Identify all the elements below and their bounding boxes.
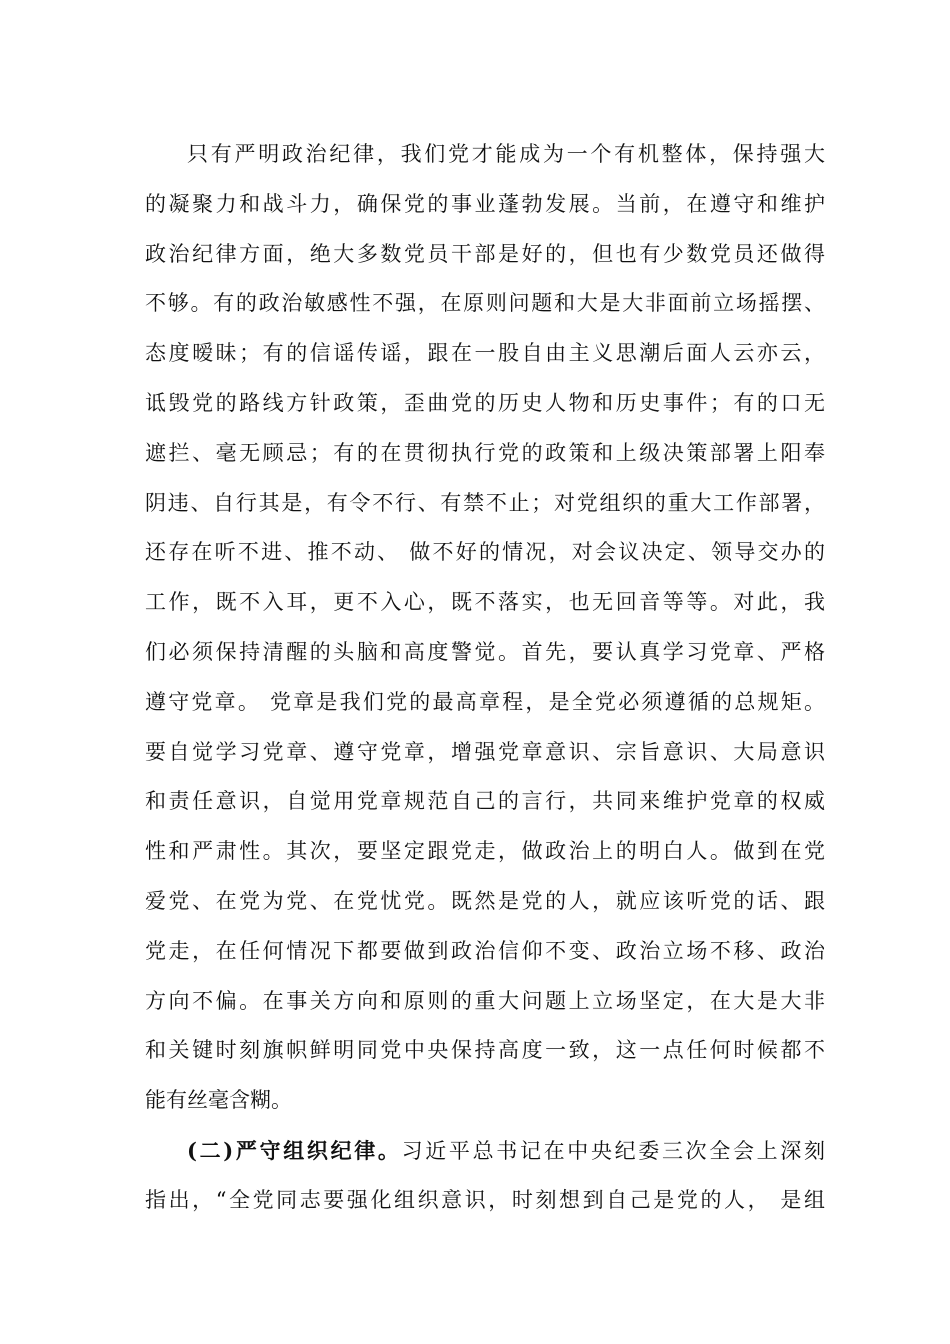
section-heading: (二)严守组织纪律。 [187,1137,402,1163]
paragraph-line: 指出，“全党同志要强化组织意识，时刻想到自己是党的人， 是组 [145,1187,825,1212]
paragraph-line [145,1126,825,1176]
paragraph-organizational-discipline [145,1126,825,1226]
paragraph-line: 爱党、在党为党、在党忧党。既然是党的人，就应该听党的话、跟 [145,888,825,913]
paragraph-line: 要自觉学习党章、遵守党章，增强党章意识、宗旨意识、大局意识 [145,739,825,764]
paragraph-line: 党走，在任何情况下都要做到政治信仰不变、政治立场不移、政治 [145,938,825,963]
paragraph-line: 的凝聚力和战斗力，确保党的事业蓬勃发展。当前，在遵守和维护 [145,191,825,216]
paragraph-line: 诋毁党的路线方针政策，歪曲党的历史人物和历史事件；有的口无 [145,390,825,415]
paragraph-political-discipline [145,130,825,1126]
paragraph-line-text: 习近平总书记在中央纪委三次全会上深刻 [401,1138,826,1163]
paragraph-line: 遵守党章。 党章是我们党的最高章程，是全党必须遵循的总规矩。 [145,689,825,714]
paragraph-line: 和关键时刻旗帜鲜明同党中央保持高度一致，这一点任何时候都不 [145,1038,825,1063]
paragraph-line: 态度暧昧；有的信谣传谣，跟在一股自由主义思潮后面人云亦云， [145,341,825,366]
paragraph-line: 性和严肃性。其次，要坚定跟党走，做政治上的明白人。做到在党 [145,839,825,864]
paragraph-line: 和责任意识，自觉用党章规范自己的言行，共同来维护党章的权威 [145,789,825,814]
paragraph-line: 方向不偏。在事关方向和原则的重大问题上立场坚定，在大是大非 [145,988,825,1013]
paragraph-line: 能有丝毫含糊。 [145,1088,292,1113]
document-body [145,130,825,1226]
paragraph-line: 还存在听不进、推不动、 做不好的情况，对会议决定、领导交办的 [145,540,825,565]
paragraph-line: 们必须保持清醒的头脑和高度警觉。首先，要认真学习党章、严格 [145,639,825,664]
paragraph-line: 不够。有的政治敏感性不强，在原则问题和大是大非面前立场摇摆、 [145,291,825,316]
paragraph-line: 政治纪律方面，绝大多数党员干部是好的，但也有少数党员还做得 [145,241,825,266]
paragraph-line: 遮拦、毫无顾忌；有的在贯彻执行党的政策和上级决策部署上阳奉 [145,440,825,465]
paragraph-line: 阴违、自行其是，有令不行、有禁不止；对党组织的重大工作部署， [145,490,825,515]
paragraph-line: 只有严明政治纪律，我们党才能成为一个有机整体，保持强大 [187,142,825,166]
paragraph-line: 工作，既不入耳，更不入心，既不落实，也无回音等等。对此，我 [145,590,825,615]
